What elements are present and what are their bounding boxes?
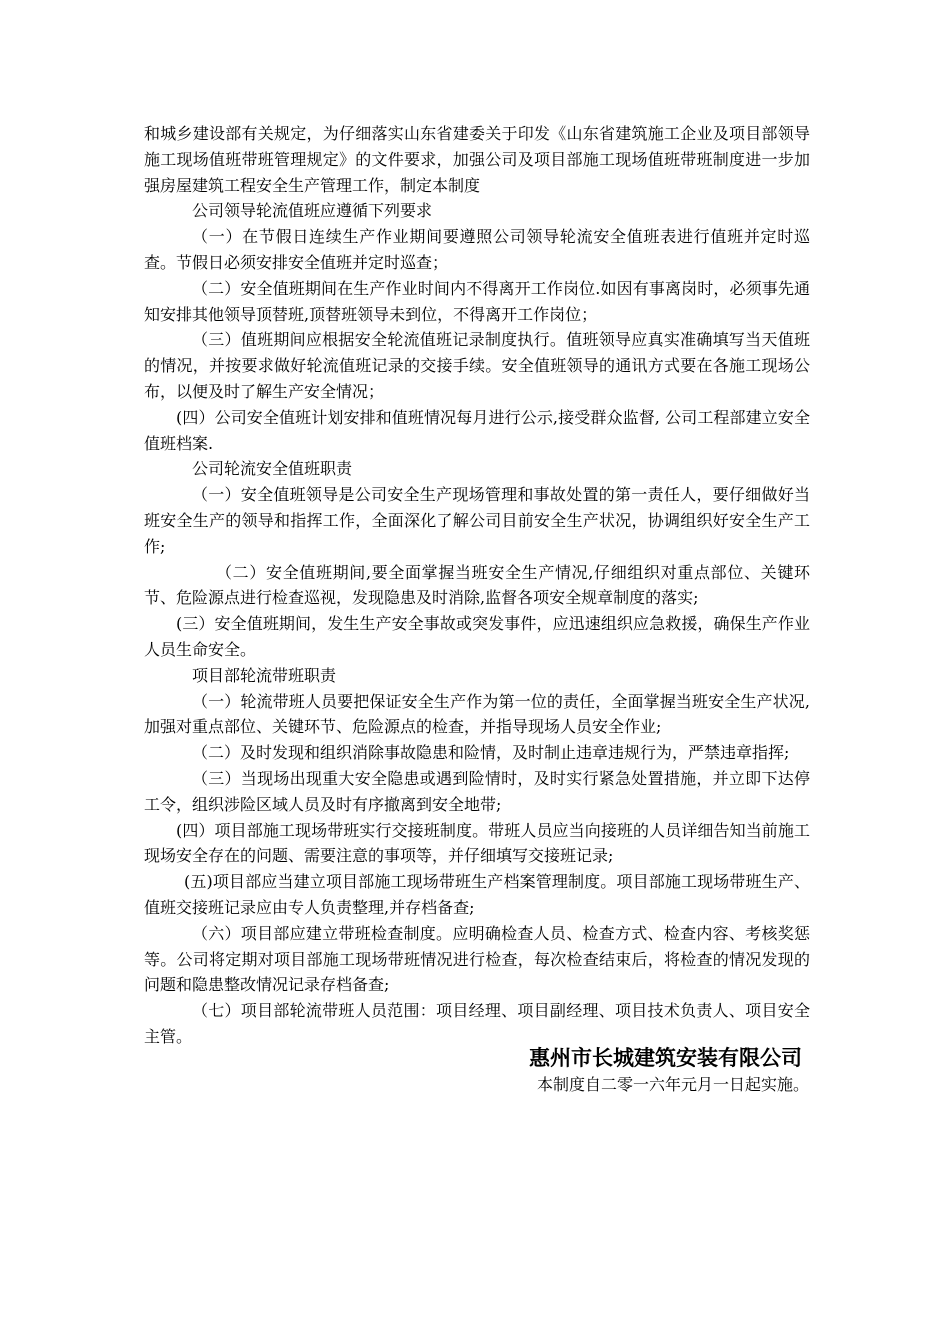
section-heading-project-shift-responsibilities: 项目部轮流带班职责 — [192, 665, 337, 685]
document-body — [144, 121, 810, 1050]
paragraph: （三）当现场出现重大安全隐患或遇到险情时，及时实行紧急处置措施，并立即下达停工令，组织涉险区域人员及时有序撤离到安全地带; — [144, 768, 810, 814]
paragraph: （二）安全值班期间,要全面掌握当班安全生产情况,仔细组织对重点部位、关键环节、危险源点进行检查巡视，发现隐患及时消除,监督各项安全规章制度的落实; — [144, 562, 810, 608]
paragraph: (四）项目部施工现场带班实行交接班制度。带班人员应当向接班的人员详细告知当前施工现场安全存在的问题、需要注意的事项等，并仔细填写交接班记录; — [144, 820, 810, 866]
section-heading-safety-duty-responsibilities: 公司轮流安全值班职责 — [192, 459, 353, 479]
paragraph: (三）安全值班期间，发生生产安全事故或突发事件，应迅速组织应急救援，确保生产作业人员生命安全。 — [144, 614, 810, 659]
paragraph: （一）轮流带班人员要把保证安全生产作为第一位的责任，全面掌握当班安全生产状况,加强对重点部位、关键环节、危险源点的检查，并指导现场人员安全作业; — [144, 691, 810, 737]
paragraph: （七）项目部轮流带班人员范围：项目经理、项目副经理、项目技术负责人、项目安全主管。 — [144, 1001, 810, 1046]
company-name: 惠州市长城建筑安装有限公司 — [529, 1046, 802, 1070]
paragraph-intro: 和城乡建设部有关规定，为仔细落实山东省建委关于印发《山东省建筑施工企业及项目部领导施工现场值班带班管理规定》的文件要求，加强公司及项目部施工现场值班带班制度进一步加强房屋建筑工程安全生产管理工作，制定本制度 — [144, 124, 810, 195]
paragraph: （二）安全值班期间在生产作业时间内不得离开工作岗位.如因有事离岗时，必须事先通知安排其他领导顶替班,顶替班领导未到位，不得离开工作岗位； — [144, 278, 810, 324]
paragraph: (四）公司安全值班计划安排和值班情况每月进行公示,接受群众监督, 公司工程部建立安全值班档案. — [144, 407, 810, 453]
paragraph: （二）及时发现和组织消除事故隐患和险情，及时制止违章违规行为，严禁违章指挥; — [192, 743, 790, 763]
paragraph: （一）安全值班领导是公司安全生产现场管理和事故处置的第一责任人，要仔细做好当班安全生产的领导和指挥工作，全面深化了解公司目前安全生产状况，协调组织好安全生产工作; — [144, 485, 810, 556]
section-heading-leader-duty-requirements: 公司领导轮流值班应遵循下列要求 — [192, 201, 433, 221]
paragraph: （三）值班期间应根据安全轮流值班记录制度执行。值班领导应真实准确填写当天值班的情况，并按要求做好轮流值班记录的交接手续。安全值班领导的通讯方式要在各施工现场公布，以便及时了解生产安全情况； — [144, 330, 810, 401]
paragraph: （一）在节假日连续生产作业期间要遵照公司领导轮流安全值班表进行值班并定时巡查。节假日必须安排安全值班并定时巡查； — [144, 227, 810, 272]
paragraph: (五)项目部应当建立项目部施工现场带班生产档案管理制度。项目部施工现场带班生产、值班交接班记录应由专人负责整理,并存档备查; — [144, 872, 810, 917]
effective-date-note: 本制度自二零一六年元月一日起实施。 — [536, 1075, 809, 1094]
paragraph: （六）项目部应建立带班检查制度。应明确检查人员、检查方式、检查内容、考核奖惩等。公司将定期对项目部施工现场带班情况进行检查，每次检查结束后，将检查的情况发现的问题和隐患整改情况记录存档备查; — [144, 923, 810, 995]
